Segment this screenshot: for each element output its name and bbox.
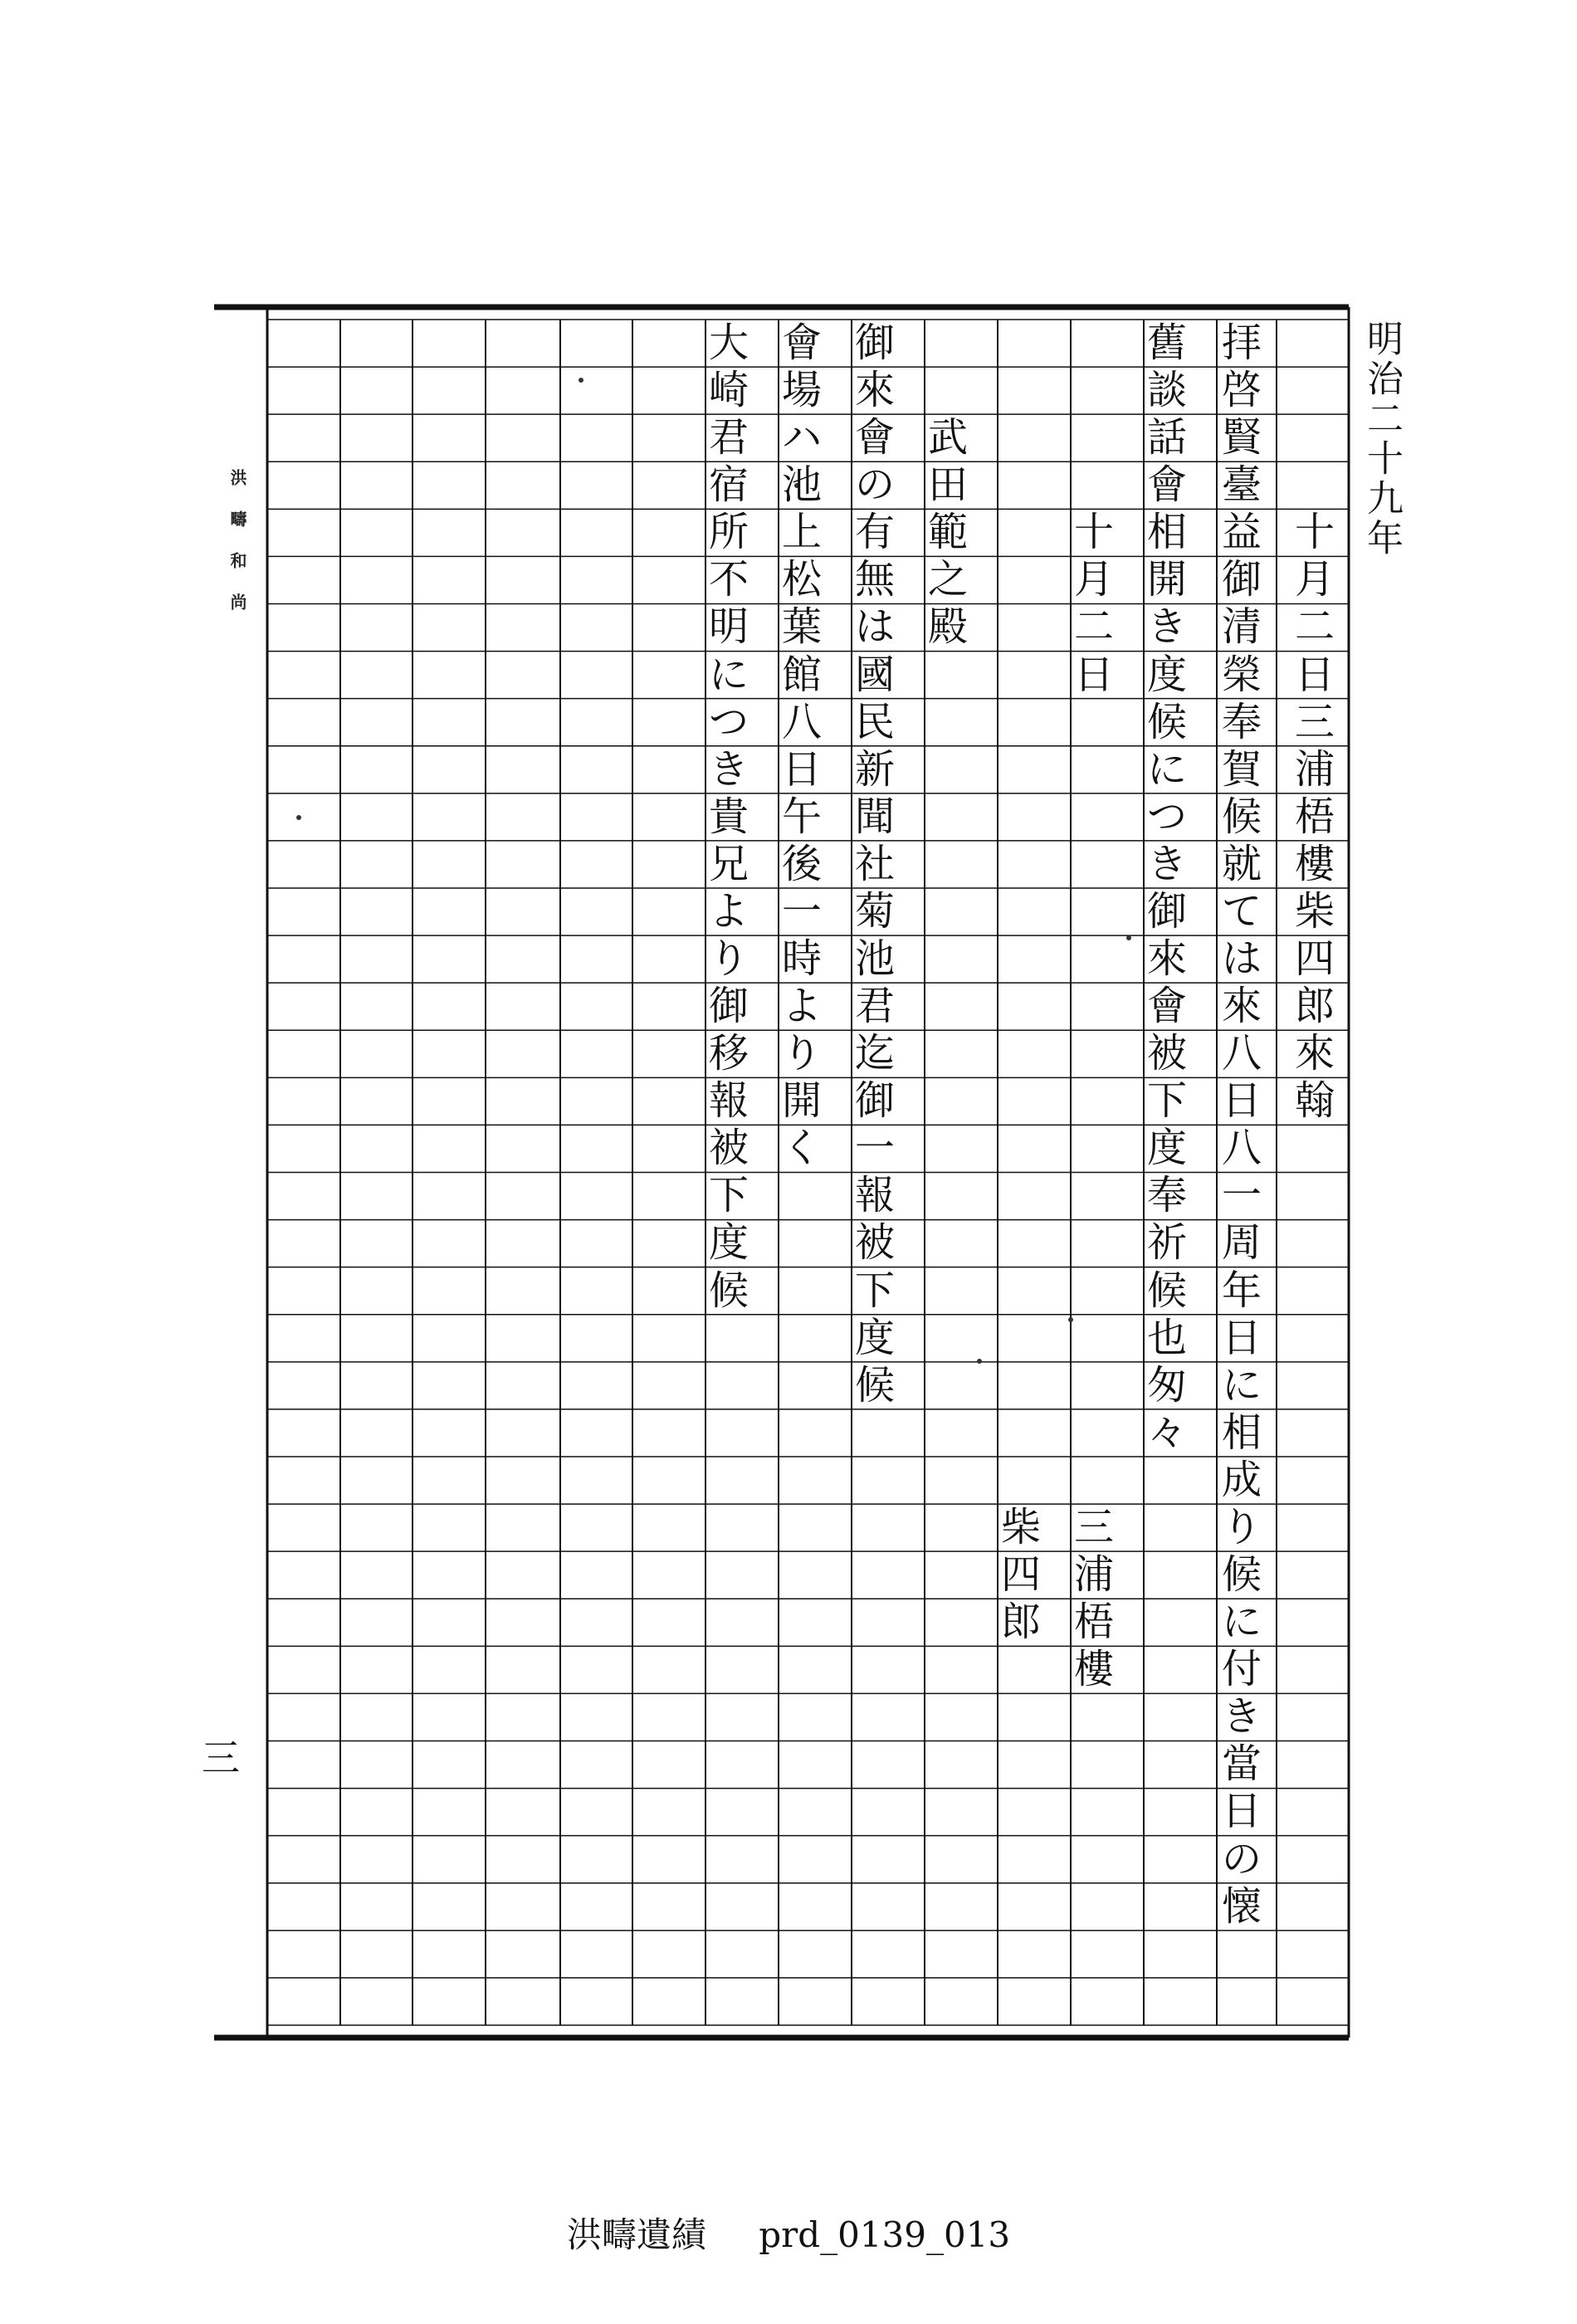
glyph: 一 (781, 887, 822, 935)
glyph: 拝 (1221, 320, 1262, 366)
glyph: 來 (1146, 935, 1187, 983)
glyph: ハ (781, 414, 822, 461)
glyph: 新 (854, 745, 895, 793)
glyph: 々 (1146, 1409, 1187, 1456)
glyph: 談 (1146, 367, 1187, 414)
ink-dot (579, 378, 583, 383)
glyph: 二 (1073, 603, 1114, 651)
glyph: 柴 (1294, 887, 1335, 935)
glyph: の (854, 461, 895, 509)
glyph: よ (781, 983, 822, 1030)
glyph: 懐 (1221, 1882, 1262, 1930)
glyph: 殿 (927, 603, 968, 651)
glyph: 浦 (1073, 1551, 1114, 1599)
glyph: 不 (708, 556, 749, 603)
glyph: 有 (854, 509, 895, 556)
glyph: 葉 (781, 603, 822, 651)
glyph: 時 (781, 935, 822, 983)
glyph: 十 (1294, 509, 1335, 556)
glyph: 十 (1073, 509, 1114, 556)
glyph: 御 (1146, 887, 1187, 935)
text-column (984, 1504, 1057, 1646)
glyph: 八 (1221, 1125, 1262, 1172)
glyph: 榮 (1221, 651, 1262, 698)
glyph: 清 (1221, 603, 1262, 651)
glyph: 貴 (708, 793, 749, 840)
glyph: 日 (781, 745, 822, 793)
glyph: 候 (1221, 1551, 1262, 1599)
glyph: 下 (854, 1267, 895, 1314)
glyph: 被 (1146, 1030, 1187, 1077)
glyph: 周 (1221, 1219, 1262, 1267)
glyph: 月 (1073, 556, 1114, 603)
glyph: 後 (781, 840, 822, 887)
header-note: 明治二十九年 (1360, 320, 1403, 559)
glyph: 年 (1221, 1267, 1262, 1314)
folio-number: 三 (202, 1736, 240, 1780)
glyph: 範 (927, 509, 968, 556)
footer-collection: 洪疇遺績 (566, 2214, 706, 2255)
glyph: 樓 (1073, 1646, 1114, 1693)
glyph: 柴 (1000, 1504, 1041, 1551)
ink-dot (977, 1359, 982, 1364)
glyph: 候 (1146, 1267, 1187, 1314)
glyph: 崎 (708, 367, 749, 414)
glyph: 奉 (1146, 1172, 1187, 1219)
glyph: 池 (854, 935, 895, 983)
glyph: 池 (781, 461, 822, 509)
glyph: り (708, 935, 749, 983)
glyph: り (1221, 1503, 1262, 1550)
glyph: 賀 (1221, 745, 1262, 793)
glyph: 候 (1146, 698, 1187, 745)
text-column (911, 414, 984, 651)
glyph: 報 (854, 1172, 895, 1219)
glyph: 上 (781, 509, 822, 556)
glyph: 午 (781, 793, 822, 840)
glyph: 御 (854, 1077, 895, 1125)
glyph: 來 (1221, 983, 1262, 1030)
glyph: 日 (1221, 1077, 1262, 1125)
glyph: 梧 (1073, 1599, 1114, 1646)
glyph: 田 (927, 461, 968, 509)
glyph: 無 (854, 556, 895, 603)
glyph: く (781, 1125, 822, 1172)
glyph: 被 (854, 1219, 895, 1267)
glyph: 舊 (1146, 320, 1187, 366)
glyph: き (1146, 840, 1187, 887)
glyph: 八 (1221, 1030, 1262, 1077)
glyph: 八 (781, 698, 822, 745)
glyph: 館 (781, 651, 822, 698)
glyph: 四 (1294, 935, 1335, 983)
glyph: 君 (708, 414, 749, 461)
glyph: に (1146, 745, 1187, 793)
text-column (1205, 320, 1278, 1931)
glyph: 下 (708, 1172, 749, 1219)
text-column (1278, 509, 1351, 1125)
glyph: 月 (1294, 556, 1335, 603)
glyph: は (854, 603, 895, 651)
glyph: 武 (927, 414, 968, 461)
glyph: 話 (1146, 414, 1187, 461)
glyph: 御 (1221, 556, 1262, 603)
glyph: 二 (1294, 603, 1335, 651)
glyph: 度 (1146, 1125, 1187, 1172)
glyph: 相 (1146, 509, 1187, 556)
glyph: 明 (708, 603, 749, 651)
glyph: 國 (854, 651, 895, 698)
glyph: 報 (708, 1077, 749, 1125)
text-column (692, 320, 765, 1315)
glyph: 郎 (1000, 1599, 1041, 1646)
glyph: 宿 (708, 461, 749, 509)
glyph: 日 (1294, 651, 1335, 698)
text-column (1130, 320, 1204, 1457)
glyph: 御 (854, 320, 895, 366)
glyph: 一 (854, 1125, 895, 1172)
text-column (838, 320, 911, 1409)
glyph: 日 (1073, 651, 1114, 698)
glyph: き (708, 745, 749, 793)
glyph: 民 (854, 698, 895, 745)
glyph: 之 (927, 556, 968, 603)
glyph: 度 (1146, 651, 1187, 698)
glyph: 日 (1221, 1314, 1262, 1361)
glyph: 度 (854, 1314, 895, 1361)
glyph: 會 (1146, 461, 1187, 509)
glyph: 益 (1221, 509, 1262, 556)
glyph: 會 (781, 320, 822, 366)
glyph: て (1221, 887, 1262, 935)
glyph: 也 (1146, 1314, 1187, 1361)
glyph: き (1146, 603, 1187, 651)
glyph: 樓 (1294, 840, 1335, 887)
glyph: 三 (1294, 698, 1335, 745)
text-column (1057, 1504, 1130, 1693)
glyph: 賢 (1221, 414, 1262, 461)
gutter-title: 洪疇和尚 (227, 469, 247, 635)
glyph: 成 (1221, 1456, 1262, 1503)
glyph: 兄 (708, 840, 749, 887)
glyph: り (781, 1030, 822, 1077)
glyph: 候 (854, 1361, 895, 1409)
glyph: の (1221, 1835, 1262, 1882)
glyph: 付 (1221, 1646, 1262, 1693)
glyph: つ (708, 698, 749, 745)
glyph: 社 (854, 840, 895, 887)
glyph: 被 (708, 1125, 749, 1172)
glyph: 翰 (1294, 1077, 1335, 1125)
glyph: 啓 (1221, 367, 1262, 414)
glyph: 匆 (1146, 1361, 1187, 1409)
glyph: 三 (1073, 1504, 1114, 1551)
text-column (1057, 509, 1130, 698)
glyph: 君 (854, 983, 895, 1030)
glyph: 候 (1221, 793, 1262, 840)
glyph: 下 (1146, 1077, 1187, 1125)
glyph: 會 (1146, 983, 1187, 1030)
glyph: 臺 (1221, 461, 1262, 509)
glyph: 就 (1221, 840, 1262, 887)
glyph: 郎 (1294, 983, 1335, 1030)
glyph: 四 (1000, 1551, 1041, 1599)
glyph: 迄 (854, 1030, 895, 1077)
glyph: 候 (708, 1267, 749, 1314)
glyph: 會 (854, 414, 895, 461)
glyph: 移 (708, 1030, 749, 1077)
ink-dot (296, 815, 301, 820)
glyph: に (1221, 1599, 1262, 1646)
glyph: 相 (1221, 1409, 1262, 1456)
glyph: は (1221, 935, 1262, 983)
glyph: 菊 (854, 887, 895, 935)
glyph: に (708, 651, 749, 698)
glyph: 梧 (1294, 793, 1335, 840)
glyph: 祈 (1146, 1219, 1187, 1267)
footer-id: prd_0139_013 (759, 2214, 1011, 2255)
glyph: 開 (781, 1077, 822, 1125)
glyph: 度 (708, 1219, 749, 1267)
glyph: 所 (708, 509, 749, 556)
glyph: つ (1146, 793, 1187, 840)
footer (0, 2208, 1577, 2258)
glyph: 奉 (1221, 698, 1262, 745)
glyph: き (1221, 1693, 1262, 1741)
glyph: 浦 (1294, 745, 1335, 793)
glyph: に (1221, 1361, 1262, 1409)
glyph: 一 (1221, 1172, 1262, 1219)
glyph: 御 (708, 983, 749, 1030)
glyph: 來 (1294, 1030, 1335, 1077)
glyph: 來 (854, 367, 895, 414)
glyph: 開 (1146, 556, 1187, 603)
text-column (765, 320, 838, 1172)
glyph: よ (708, 887, 749, 935)
glyph: 場 (781, 367, 822, 414)
glyph: 日 (1221, 1788, 1262, 1835)
glyph: 當 (1221, 1741, 1262, 1788)
glyph: 松 (781, 556, 822, 603)
glyph: 聞 (854, 793, 895, 840)
ink-dot (1068, 1317, 1073, 1322)
glyph: 大 (708, 320, 749, 366)
